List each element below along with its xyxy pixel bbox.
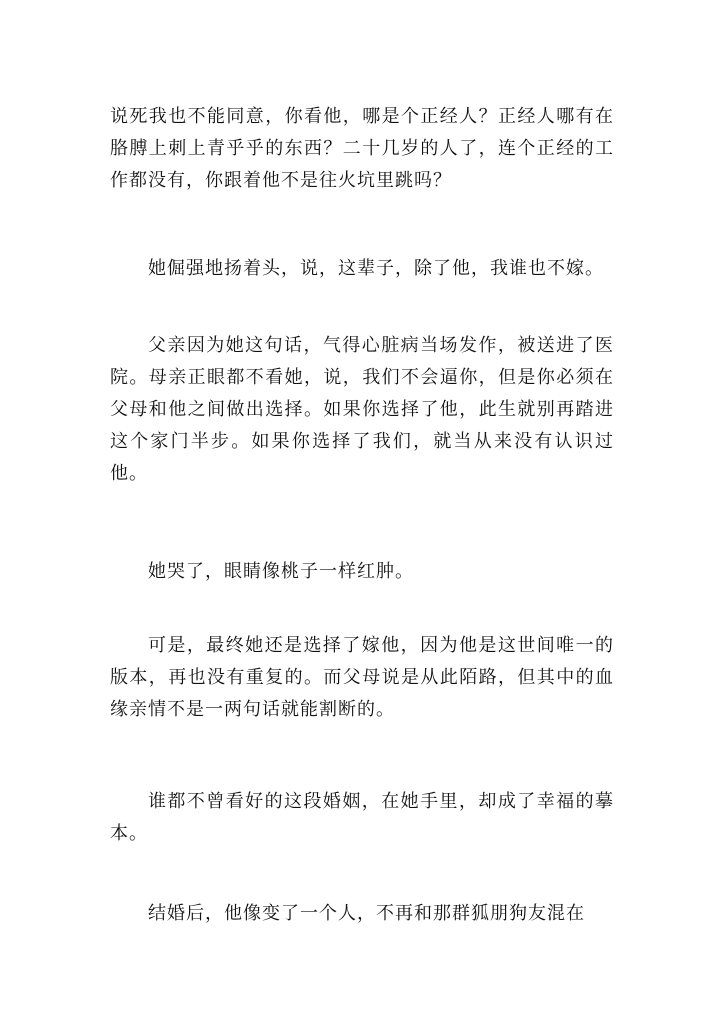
paragraph-2: 她倔强地扬着头，说，这辈子，除了他，我谁也不嫁。	[148, 258, 604, 279]
paragraph-7: 结婚后，他像变了一个人，不再和那群狐朋狗友混在	[148, 903, 585, 924]
paragraph-1-block	[110, 101, 614, 197]
paragraph-4: 她哭了，眼睛像桃子一样红肿。	[148, 561, 414, 582]
paragraph-5-block	[110, 630, 614, 726]
paragraph-2-block	[110, 253, 614, 285]
paragraph-3: 父亲因为她这句话，气得心脏病当场发作，被送进了医院。母亲正眼都不看她，说，我们不会逼你，但是你必须在父母和他之间做出选择。如果你选择了他，此生就别再踏进这个家门半步。如果你选择了我们，就当从来没有认识过他。	[110, 335, 614, 484]
paragraph-7-block	[110, 898, 614, 930]
paragraph-3-block	[110, 330, 614, 490]
paragraph-5: 可是，最终她还是选择了嫁他，因为他是这世间唯一的版本，再也没有重复的。而父母说是从此陌路，但其中的血缘亲情不是一两句话就能割断的。	[110, 635, 614, 720]
paragraph-4-block	[110, 556, 614, 588]
paragraph-6: 谁都不曾看好的这段婚姻，在她手里，却成了幸福的摹本。	[110, 791, 614, 844]
paragraph-1: 说死我也不能同意，你看他，哪是个正经人？正经人哪有在胳膊上刺上青乎乎的东西？二十几岁的人了，连个正经的工作都没有，你跟着他不是往火坑里跳吗？	[110, 106, 614, 191]
paragraph-6-block	[110, 786, 614, 850]
